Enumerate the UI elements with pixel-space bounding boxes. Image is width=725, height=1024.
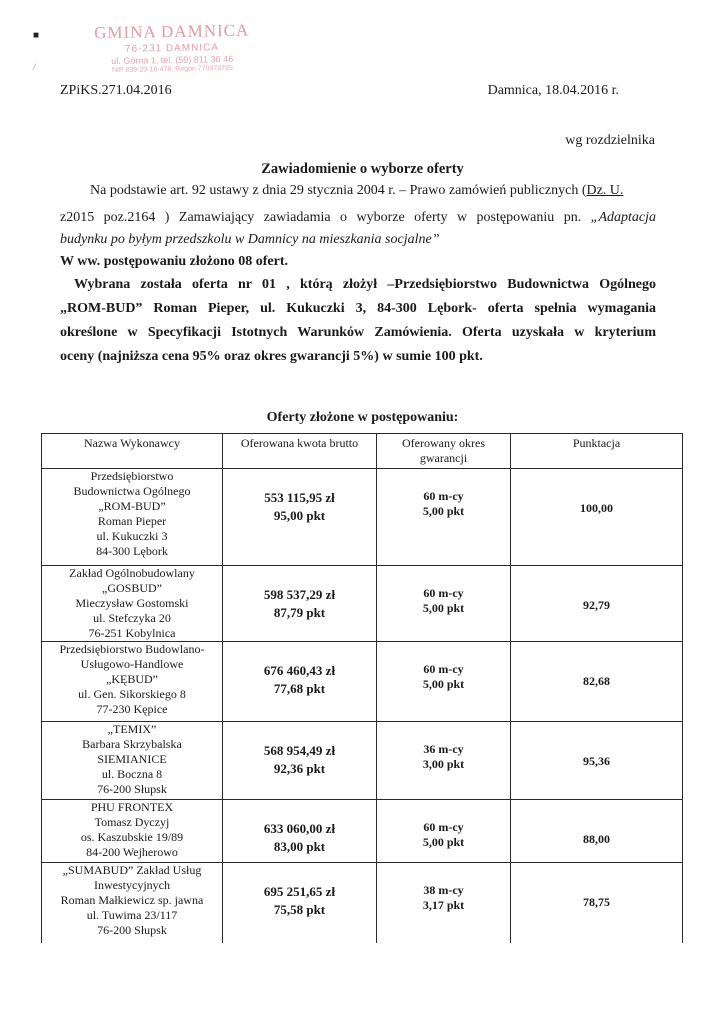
warranty-period: 60 m-cy: [423, 820, 464, 834]
price-cell: [223, 800, 377, 863]
header-warranty: [377, 434, 511, 469]
contractor-name-line: ul. Stefczyka 20: [93, 611, 171, 625]
table-row: [42, 722, 683, 800]
price-points: 87,79 pkt: [273, 605, 326, 620]
warranty-cell: [377, 469, 511, 566]
score-cell: 78,75: [511, 863, 683, 943]
contractor-name-line: Budownictwa Ogólnego: [73, 484, 191, 498]
contractor-name-line: ul. Boczna 8: [101, 767, 163, 781]
contractor-name-line: „TEMIX”: [107, 722, 157, 736]
offers-table-body: [42, 469, 683, 943]
header-price: Oferowana kwota brutto: [223, 434, 377, 469]
document-date: Damnica, 18.04.2016 r.: [487, 83, 619, 98]
municipality-stamp: [72, 20, 273, 74]
contractor-name-line: 76-200 Słupsk: [97, 923, 167, 937]
warranty-points: 5,00 pkt: [422, 504, 465, 518]
contractor-name-line: ul. Gen. Sikorskiego 8: [78, 687, 186, 701]
price-amount: 553 115,95 zł: [264, 490, 335, 505]
contractor-name-line: Roman Małkiewicz sp. jawna: [60, 893, 204, 907]
contractor-name-line: 84-300 Lębork: [96, 544, 168, 558]
contractor-name-line: Mieczysław Gostomski: [75, 596, 189, 610]
contractor-cell: [42, 642, 223, 722]
price-amount: 598 537,29 zł: [263, 587, 336, 602]
contractor-name-line: „GOSBUD”: [102, 581, 162, 595]
contractor-name-line: Zakład Ogólnobudowlany: [69, 566, 195, 580]
project-name-start: „Adaptacja: [590, 210, 656, 225]
contractor-cell: [42, 863, 223, 943]
score-cell: 88,00: [511, 800, 683, 863]
legal-basis-text: Na podstawie art. 92 ustawy z dnia 29 stycznia 2004 r. – Prawo zamówień publicznych (: [90, 183, 587, 198]
contractor-name-line: Inwestycyjnych: [94, 878, 170, 892]
contractor-name-line: 77-230 Kępice: [96, 702, 168, 716]
price-cell: [223, 642, 377, 722]
table-row: [42, 469, 683, 566]
warranty-cell: [377, 863, 511, 943]
contractor-name-line: Przedsiębiorstwo: [90, 469, 174, 483]
selected-offer-line-3: określone w Specyfikacji Istotnych Warunków Zamówienia. Oferta uzyskała w kryterium: [60, 325, 656, 340]
contractor-name-line: ul. Kukuczki 3: [96, 529, 168, 543]
warranty-points: 5,00 pkt: [422, 677, 465, 691]
contractor-name-line: Tomasz Dyczyj: [94, 815, 170, 829]
table-row: [42, 642, 683, 722]
contractor-name-line: „KĘBUD”: [106, 672, 158, 686]
contractor-name-line: Usługowo-Handlowe: [80, 657, 184, 671]
price-amount: 633 060,00 zł: [263, 821, 336, 836]
contractor-cell: [42, 566, 223, 642]
price-cell: [223, 469, 377, 566]
price-cell: [223, 722, 377, 800]
score-cell: 82,68: [511, 642, 683, 722]
warranty-period: 60 m-cy: [423, 586, 464, 600]
contractor-name-line: 76-251 Kobylnica: [88, 626, 176, 640]
contractor-name-line: „SUMABUD” Zakład Usług: [62, 863, 202, 877]
warranty-cell: [377, 566, 511, 642]
warranty-cell: [377, 800, 511, 863]
warranty-cell: [377, 722, 511, 800]
scan-mark-dot: ■: [33, 30, 40, 41]
contractor-name-line: Przedsiębiorstwo Budowlano-: [59, 642, 205, 656]
warranty-period: 36 m-cy: [423, 742, 464, 756]
warranty-period: 60 m-cy: [423, 489, 464, 503]
stamp-name: GMINA DAMNICA: [93, 20, 250, 43]
stamp-postal: 76-231 DAMNICA: [124, 42, 220, 55]
warranty-cell: [377, 642, 511, 722]
warranty-period: 38 m-cy: [423, 883, 464, 897]
contractor-name-line: „ROM-BUD”: [98, 499, 166, 513]
table-row: [42, 800, 683, 863]
offers-table-title: Oferty złożone w postępowaniu:: [266, 410, 459, 425]
journal-of-laws-link[interactable]: Dz. U.: [586, 183, 624, 198]
score-cell: 92,79: [511, 566, 683, 642]
warranty-period: 60 m-cy: [423, 662, 464, 676]
price-points: 75,58 pkt: [273, 902, 326, 917]
selected-offer-line-2: „ROM-BUD” Roman Pieper, ul. Kukuczki 3, 84-300 Lębork- oferta spełnia wymagania: [60, 301, 656, 316]
price-amount: 695 251,65 zł: [263, 884, 336, 899]
header-warranty-line-1: Oferowany okres: [402, 436, 485, 450]
document-title: Zawiadomienie o wyborze oferty: [261, 161, 464, 177]
price-points: 95,00 pkt: [273, 508, 326, 523]
body-line-1: [60, 180, 656, 202]
project-name-end: budynku po byłym przedszkolu w Damnicy na mieszkania socjalne”: [60, 232, 440, 247]
stamp-address: ul. Górna 1, tel. (59) 811 30 46: [111, 53, 234, 67]
announcement-text: z2015 poz.2164 ) Zamawiający zawiadamia o wyborze oferty w postępowaniu pn.: [60, 210, 582, 225]
distribution-note: wg rozdzielnika: [565, 133, 655, 148]
warranty-points: 5,00 pkt: [422, 835, 465, 849]
document-body: [60, 180, 656, 368]
contractor-cell: [42, 722, 223, 800]
contractor-name-line: 84-200 Wejherowo: [86, 845, 178, 859]
table-header-row: [42, 434, 683, 469]
header-score: Punktacja: [511, 434, 683, 469]
stamp-ids: NIP 839-20-16-476, Regon 770979795: [111, 64, 233, 75]
table-row: [42, 566, 683, 642]
contractor-name-line: Barbara Skrzybalska: [82, 737, 182, 751]
warranty-points: 5,00 pkt: [422, 601, 465, 615]
header-warranty-line-2: gwarancji: [419, 451, 468, 465]
price-amount: 568 954,49 zł: [263, 743, 336, 758]
table-row: [42, 863, 683, 943]
price-cell: [223, 863, 377, 943]
contractor-name-line: PHU FRONTEX: [90, 800, 174, 814]
price-cell: [223, 566, 377, 642]
contractor-cell: [42, 469, 223, 566]
contractor-name-line: 76-200 Słupsk: [97, 782, 167, 796]
price-points: 92,36 pkt: [273, 761, 326, 776]
offers-count: W ww. postępowaniu złożono 08 ofert.: [60, 254, 289, 269]
contractor-name-line: ul. Tuwima 23/117: [86, 908, 178, 922]
contractor-cell: [42, 800, 223, 863]
body-line-2: [60, 207, 656, 229]
contractor-name-line: Roman Pieper: [97, 514, 167, 528]
selected-offer-line-1: Wybrana została oferta nr 01 , którą złożył –Przedsiębiorstwo Budownictwa Ogólnego: [74, 277, 656, 292]
offers-table: [41, 433, 683, 943]
price-points: 77,68 pkt: [273, 681, 326, 696]
scan-mark-tick: /: [33, 62, 36, 72]
price-points: 83,00 pkt: [273, 839, 326, 854]
warranty-points: 3,00 pkt: [422, 757, 465, 771]
warranty-points: 3,17 pkt: [422, 898, 465, 912]
reference-number: ZPiKS.271.04.2016: [60, 83, 172, 98]
score-cell: 100,00: [511, 469, 683, 566]
contractor-name-line: os. Kaszubskie 19/89: [80, 830, 184, 844]
price-amount: 676 460,43 zł: [263, 663, 336, 678]
contractor-name-line: SIEMIANICE: [97, 752, 167, 766]
score-cell: 95,36: [511, 722, 683, 800]
selected-offer-line-4: oceny (najniższa cena 95% oraz okres gwarancji 5%) w sumie 100 pkt.: [60, 349, 483, 364]
header-contractor: Nazwa Wykonawcy: [42, 434, 223, 469]
